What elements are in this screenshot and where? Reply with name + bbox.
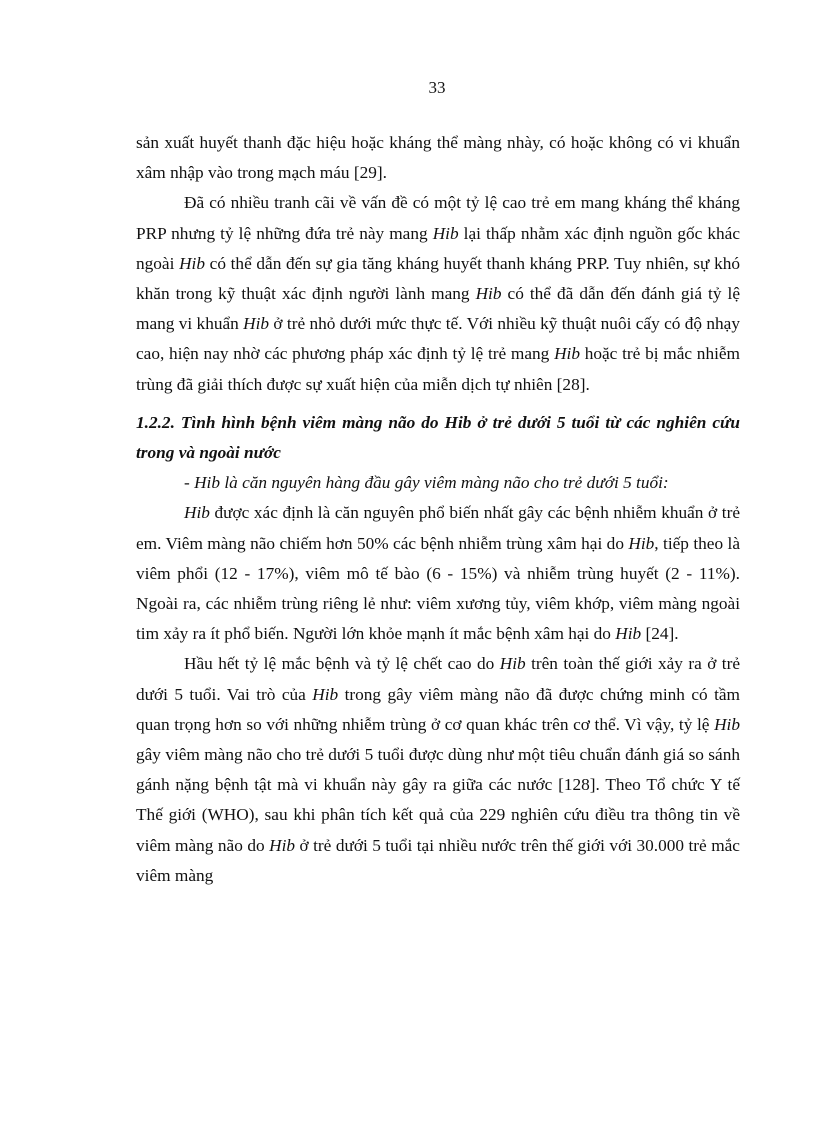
paragraph-text: hoặc trẻ bị mắc nhiễm trùng đã giải thích được sự xuất hiện của miễn dịch tự nhiên [28]. [136, 344, 740, 394]
paragraph-text: [24]. [641, 624, 679, 644]
paragraph-text: ở trẻ dưới 5 tuổi tại nhiều nước trên thế giới với 30.000 trẻ mắc viêm màng [136, 835, 740, 885]
paragraph-prp-antibody [136, 188, 740, 399]
paragraph-text: ở trẻ nhỏ dưới mức thực tế. Với nhiều kỹ thuật nuôi cấy có độ nhạy cao, hiện nay nhờ các phương pháp xác định tỷ lệ trẻ mang [136, 314, 740, 364]
paragraph-text: lại thấp nhằm xác định nguồn gốc khác ngoài [136, 223, 740, 273]
species-term: Hib [184, 503, 210, 523]
paragraph-text: có thể dẫn đến sự gia tăng kháng huyết thanh kháng PRP. Tuy nhiên, sự khó khăn trong kỹ thuật xác định người lành mang [136, 253, 740, 304]
paragraph-text: , tiếp theo là viêm phổi (12 - 17%), viêm mô tế bào (6 - 15%) và nhiễm trùng huyết (2 - 11%). Ngoài ra, các nhiễm trùng riêng lẻ như: viêm xương tủy, viêm khớp, viêm màng ngoài tim xảy ra ít phổ biến. Người lớn khỏe mạnh ít mắc bệnh xâm hại do [136, 533, 740, 644]
species-term: Hib [269, 835, 296, 855]
paragraph-mortality [136, 649, 740, 891]
species-term: Hib [243, 314, 270, 334]
species-term: Hib [628, 533, 655, 553]
paragraph-hib-cause [136, 498, 740, 649]
species-term: Hib [554, 344, 580, 364]
page-number: 33 [428, 78, 446, 97]
paragraph-text: trên toàn thế giới xảy ra ở trẻ dưới 5 tuổi. Vai trò của [136, 654, 740, 704]
species-term: Hib [615, 624, 642, 644]
document-body [136, 128, 740, 891]
paragraph-text: trong gây viêm màng não đã được chứng minh có tầm quan trọng hơn so với những nhiễm trùng ở cơ quan khác trên cơ thể. Vì vậy, tỷ lệ [136, 684, 740, 734]
species-term: Hib [714, 714, 740, 734]
paragraph-text: sản xuất huyết thanh đặc hiệu hoặc kháng thể màng nhày, có hoặc không có vi khuẩn xâm nhập vào trong mạch máu [29]. [136, 133, 740, 183]
paragraph-text: được xác định là căn nguyên phổ biến nhất gây các bệnh nhiễm khuẩn ở trẻ em. Viêm màng não chiếm hơn 50% các bệnh nhiễm trùng xâm hại do [136, 503, 740, 553]
paragraph-text: Đã có nhiều tranh cãi về vấn đề có một tỷ lệ cao trẻ em mang kháng thể kháng PRP nhưng tỷ lệ những đứa trẻ này mang [136, 193, 740, 243]
paragraph-text: gây viêm màng não cho trẻ dưới 5 tuổi được dùng như một tiêu chuẩn đánh giá so sánh gánh nặng bệnh tật mà vi khuẩn này gây ra giữa các nước [128]. Theo Tổ chức Y tế Thế giới (WHO), sau khi phân tích kết quả của 229 nghiên cứu điều tra thông tin về viêm màng não do [136, 745, 740, 855]
species-term: Hib [475, 284, 502, 304]
subsection-heading: - Hib là căn nguyên hàng đầu gây viêm màng não cho trẻ dưới 5 tuổi: [184, 473, 669, 493]
paragraph-text: Hầu hết tỷ lệ mắc bệnh và tỷ lệ chết cao do [184, 654, 500, 674]
section-heading: 1.2.2. Tình hình bệnh viêm màng não do Hib ở trẻ dưới 5 tuổi từ các nghiên cứu trong và ngoài nước [136, 412, 740, 463]
species-term: Hib [499, 654, 526, 674]
paragraph-continuation [136, 128, 740, 188]
paragraph-text: có thể đã dẫn đến đánh giá tỷ lệ mang vi khuẩn [136, 284, 740, 334]
species-term: Hib [179, 253, 205, 273]
species-term: Hib [432, 223, 459, 243]
species-term: Hib [312, 684, 339, 704]
